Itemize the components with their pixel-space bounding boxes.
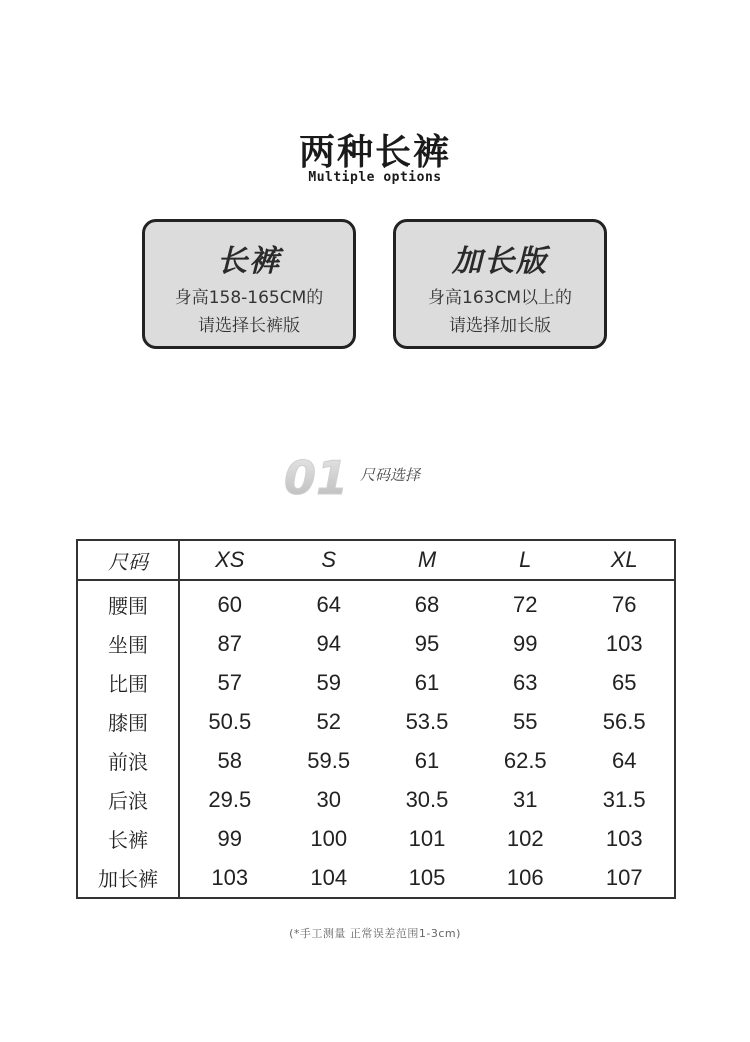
- section-number: 01: [284, 451, 349, 504]
- option-name: 长裤: [217, 244, 281, 279]
- size-table-body: [77, 580, 675, 898]
- table-row: [77, 741, 675, 780]
- size-header: M: [378, 540, 476, 580]
- measurement-value: 50.5: [208, 708, 252, 734]
- measurement-value: 52: [316, 708, 341, 734]
- option-height-range: 身高158-165CM的: [174, 288, 324, 308]
- size-header: L: [476, 540, 574, 580]
- measurement-value: 31.5: [602, 786, 646, 812]
- option-recommendation: 请选择加长版: [449, 316, 551, 336]
- size-header: S: [280, 540, 378, 580]
- measurement-value: 99: [513, 630, 538, 656]
- measurement-value: 56.5: [602, 708, 646, 734]
- measurement-value: 64: [611, 747, 637, 773]
- measurement-value: 55: [513, 708, 538, 734]
- measurement-value: 99: [217, 825, 243, 851]
- measurement-label: 加长裤: [77, 858, 179, 898]
- option-card-extended: [393, 219, 607, 349]
- option-card-regular: [142, 219, 356, 349]
- measurement-value: 29.5: [208, 786, 252, 812]
- measurement-label: 长裤: [77, 819, 179, 858]
- measurement-value: 101: [408, 825, 446, 851]
- table-row: [77, 663, 675, 702]
- measurement-value: 30.5: [405, 786, 449, 812]
- measurement-value: 102: [506, 825, 544, 851]
- size-table: [76, 539, 676, 899]
- table-row: [77, 858, 675, 898]
- option-recommendation: 请选择长裤版: [198, 316, 300, 336]
- measurement-value: 60: [217, 591, 243, 617]
- option-height-range: 身高163CM以上的: [428, 288, 572, 308]
- measurement-value: 64: [316, 591, 341, 617]
- measurement-value: 61: [414, 747, 440, 773]
- measurement-value: 61: [414, 669, 440, 695]
- measurement-note: (*手工测量 正常误差范围1-3cm): [289, 927, 461, 940]
- measurement-value: 68: [414, 591, 440, 617]
- measurement-value: 58: [217, 747, 243, 773]
- measurement-label: 前浪: [77, 741, 179, 780]
- measurement-label: 坐围: [77, 624, 179, 663]
- table-row: [77, 702, 675, 741]
- option-name: 加长版: [452, 244, 548, 279]
- measurement-value: 53.5: [405, 708, 449, 734]
- measurement-value: 76: [611, 591, 637, 617]
- measurement-value: 107: [605, 864, 643, 890]
- measurement-value: 87: [217, 630, 243, 656]
- table-row: [77, 819, 675, 858]
- measurement-value: 31: [513, 786, 538, 812]
- size-header-corner: 尺码: [77, 540, 179, 580]
- page-title: 两种长裤: [298, 132, 451, 173]
- measurement-label: 比围: [77, 663, 179, 702]
- measurement-value: 59.5: [307, 747, 351, 773]
- measurement-value: 100: [310, 825, 348, 851]
- measurement-value: 105: [408, 864, 446, 890]
- table-row: [77, 580, 675, 624]
- section-number-badge: [282, 444, 362, 504]
- measurement-value: 57: [217, 669, 243, 695]
- measurement-value: 103: [211, 864, 249, 890]
- measurement-value: 106: [506, 864, 544, 890]
- measurement-value: 94: [316, 630, 341, 656]
- measurement-value: 30: [316, 786, 341, 812]
- measurement-value: 103: [605, 825, 643, 851]
- measurement-value: 104: [310, 864, 348, 890]
- measurement-value: 72: [513, 591, 538, 617]
- measurement-value: 65: [611, 669, 637, 695]
- measurement-value: 62.5: [503, 747, 547, 773]
- measurement-label: 膝围: [77, 702, 179, 741]
- measurement-value: 59: [316, 669, 341, 695]
- measurement-value: 63: [513, 669, 538, 695]
- page-subtitle: Multiple options: [308, 170, 442, 185]
- table-row: [77, 780, 675, 819]
- measurement-value: 103: [605, 630, 643, 656]
- table-row: [77, 624, 675, 663]
- measurement-label: 腰围: [77, 580, 179, 624]
- section-label: 尺码选择: [360, 466, 421, 484]
- size-header: XL: [574, 540, 675, 580]
- measurement-label: 后浪: [77, 780, 179, 819]
- size-header-row: [77, 540, 675, 580]
- measurement-value: 95: [414, 630, 440, 656]
- size-header: XS: [179, 540, 280, 580]
